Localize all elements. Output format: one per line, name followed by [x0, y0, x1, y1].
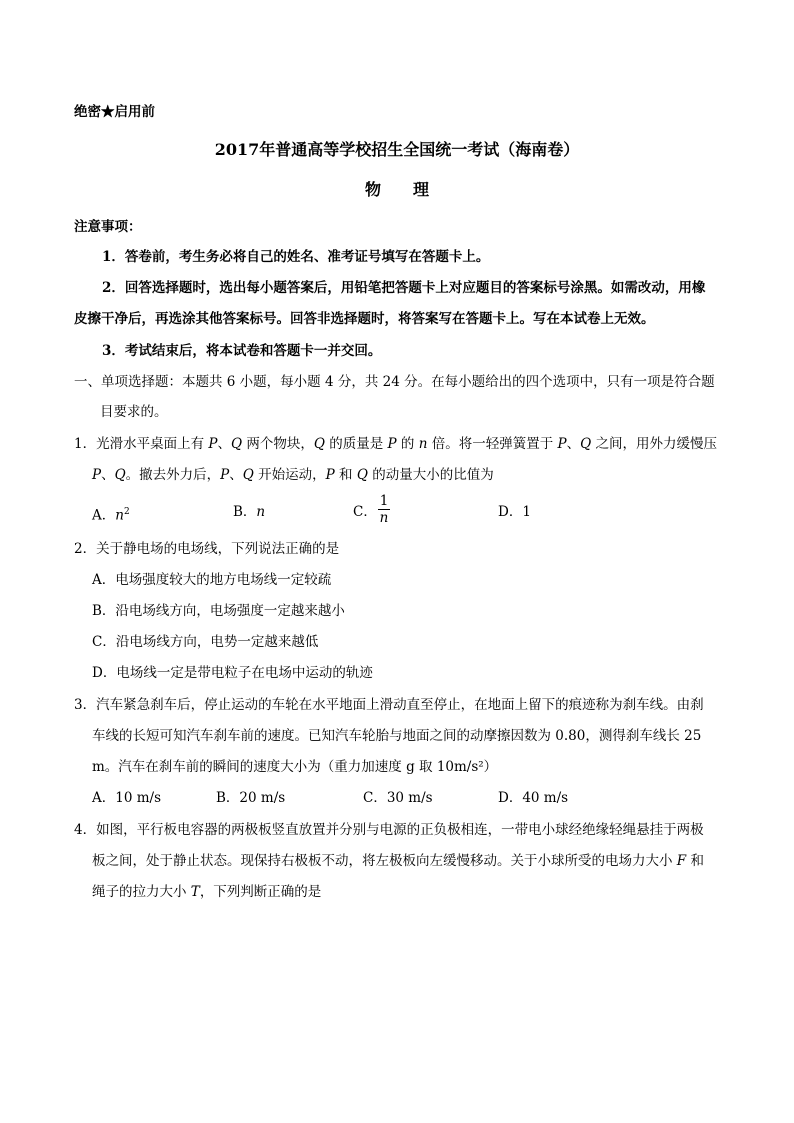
fraction-numerator: 1 [379, 493, 389, 509]
q3-stem-line-1: 3．汽车紧急刹车后，停止运动的车轮在水平地面上滑动直至停止，在地面上留下的痕迹称为刹车线。由刹 [74, 697, 704, 713]
q1-option-d: D．1 [498, 504, 531, 520]
section-1-line-1: 一、单项选择题：本题共 6 小题，每小题 4 分，共 24 分。在每小题给出的四个选项中，只有一项是符合题 [74, 374, 715, 390]
confidential-label: 绝密★启用前 [74, 104, 155, 120]
q2-option-b: B．沿电场线方向，电场强度一定越来越小 [92, 603, 345, 619]
notice-item-2-line-2: 皮擦干净后，再选涂其他答案标号。回答非选择题时，将答案写在答题卡上。写在本试卷上无效。 [74, 311, 655, 327]
q2-option-a: A．电场强度较大的地方电场线一定较疏 [92, 572, 332, 588]
q2-option-c: C．沿电场线方向，电势一定越来越低 [92, 634, 319, 650]
q1-option-a: A．$n^2$ [92, 507, 130, 524]
fraction-denominator: n [379, 510, 389, 526]
subject-title: 物 理 [364, 180, 429, 199]
q3-option-d: D．40 m/s [498, 790, 569, 806]
q3-stem-line-2: 车线的长短可知汽车刹车前的速度。已知汽车轮胎与地面之间的动摩擦因数为 0.80，测得刹车线长 25 [92, 728, 702, 744]
q3-option-c: C．30 m/s [363, 790, 433, 806]
q4-stem-line-3: 绳子的拉力大小 T，下列判断正确的是 [92, 884, 322, 900]
section-1-line-2: 目要求的。 [100, 404, 168, 420]
q2-stem: 2．关于静电场的电场线，下列说法正确的是 [74, 541, 340, 557]
q1-stem-line-1: 1．光滑水平桌面上有 P、Q 两个物块，Q 的质量是 P 的 n 倍。将一轻弹簧置于 P、Q 之间，用外力缓慢压 [74, 436, 717, 452]
q4-stem-line-1: 4．如图，平行板电容器的两极板竖直放置并分别与电源的正负极相连，一带电小球经绝缘轻绳悬挂于两极 [74, 822, 704, 838]
notice-item-2-line-1: 2．回答选择题时，选出每小题答案后，用铅笔把答题卡上对应题目的答案标号涂黑。如需改动，用橡 [102, 280, 706, 296]
q1-stem-line-2: P、Q。撤去外力后，P、Q 开始运动，P 和 Q 的动量大小的比值为 [92, 467, 494, 483]
notice-item-3: 3．考试结束后，将本试卷和答题卡一并交回。 [102, 343, 382, 359]
q1-option-c-fraction [378, 493, 390, 526]
q1-option-c-label: C． [353, 504, 377, 520]
q4-stem-line-2: 板之间，处于静止状态。现保持右极板不动，将左极板向左缓慢移动。关于小球所受的电场力大小 F 和 [92, 853, 704, 869]
q3-option-b: B．20 m/s [216, 790, 286, 806]
q1-option-b: B．n [233, 504, 266, 520]
notice-heading: 注意事项： [74, 219, 142, 235]
q2-option-d: D．电场线一定是带电粒子在电场中运动的轨迹 [92, 665, 373, 681]
notice-item-1: 1．答卷前，考生务必将自己的姓名、准考证号填写在答题卡上。 [102, 249, 490, 265]
exam-title: 2017年普通高等学校招生全国统一考试（海南卷） [214, 140, 580, 159]
q3-option-a: A．10 m/s [92, 790, 161, 806]
q3-stem-line-3: m。汽车在刹车前的瞬间的速度大小为（重力加速度 g 取 10m/s²） [92, 759, 498, 775]
